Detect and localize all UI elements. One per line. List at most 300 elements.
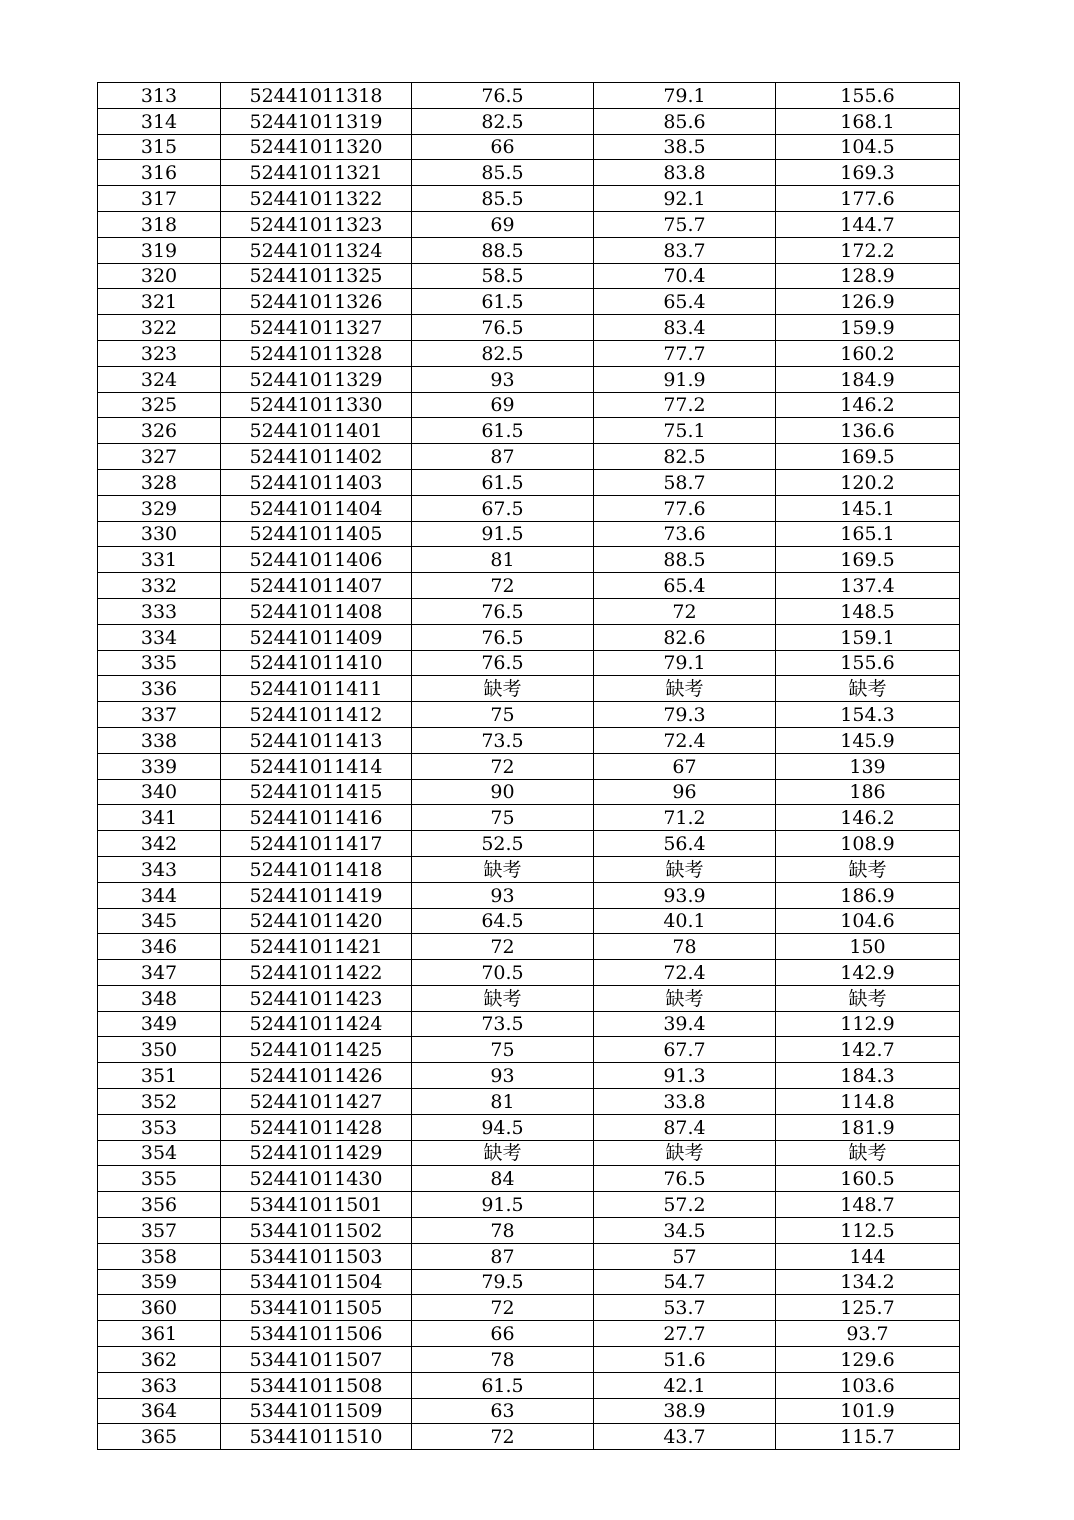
row-number-cell: 350 [98, 1037, 221, 1063]
row-number-cell: 348 [98, 985, 221, 1011]
row-number-cell: 325 [98, 392, 221, 418]
score-1-cell: 52.5 [412, 831, 594, 857]
table-row [98, 495, 960, 521]
table-row [98, 289, 960, 315]
total-score-cell: 108.9 [776, 831, 960, 857]
score-1-cell: 76.5 [412, 598, 594, 624]
total-score-cell: 146.2 [776, 805, 960, 831]
exam-id-cell: 52441011421 [221, 934, 412, 960]
exam-id-cell: 52441011402 [221, 444, 412, 470]
exam-id-cell: 53441011506 [221, 1321, 412, 1347]
score-2-cell: 54.7 [594, 1269, 776, 1295]
exam-id-cell: 52441011407 [221, 573, 412, 599]
total-score-cell: 155.6 [776, 83, 960, 109]
table-row [98, 108, 960, 134]
score-2-cell: 77.6 [594, 495, 776, 521]
score-2-cell: 缺考 [594, 1140, 776, 1166]
total-score-cell: 142.7 [776, 1037, 960, 1063]
exam-id-cell: 52441011401 [221, 418, 412, 444]
score-1-cell: 81 [412, 1089, 594, 1115]
score-2-cell: 72 [594, 598, 776, 624]
score-2-cell: 91.3 [594, 1063, 776, 1089]
score-2-cell: 38.9 [594, 1398, 776, 1424]
total-score-cell: 154.3 [776, 702, 960, 728]
score-2-cell: 96 [594, 779, 776, 805]
exam-id-cell: 52441011323 [221, 211, 412, 237]
score-2-cell: 72.4 [594, 960, 776, 986]
table-row [98, 1192, 960, 1218]
score-2-cell: 85.6 [594, 108, 776, 134]
score-1-cell: 76.5 [412, 650, 594, 676]
table-row [98, 779, 960, 805]
exam-id-cell: 52441011420 [221, 908, 412, 934]
total-score-cell: 159.9 [776, 315, 960, 341]
exam-id-cell: 52441011426 [221, 1063, 412, 1089]
row-number-cell: 326 [98, 418, 221, 444]
table-row [98, 1140, 960, 1166]
score-1-cell: 66 [412, 1321, 594, 1347]
total-score-cell: 160.5 [776, 1166, 960, 1192]
total-score-cell: 169.5 [776, 547, 960, 573]
total-score-cell: 148.7 [776, 1192, 960, 1218]
table-row [98, 985, 960, 1011]
table-row [98, 444, 960, 470]
table-row [98, 1398, 960, 1424]
exam-id-cell: 52441011416 [221, 805, 412, 831]
exam-id-cell: 52441011319 [221, 108, 412, 134]
exam-id-cell: 53441011509 [221, 1398, 412, 1424]
row-number-cell: 361 [98, 1321, 221, 1347]
score-1-cell: 76.5 [412, 315, 594, 341]
row-number-cell: 343 [98, 856, 221, 882]
score-1-cell: 78 [412, 1218, 594, 1244]
total-score-cell: 115.7 [776, 1424, 960, 1450]
row-number-cell: 328 [98, 469, 221, 495]
row-number-cell: 359 [98, 1269, 221, 1295]
exam-id-cell: 52441011425 [221, 1037, 412, 1063]
row-number-cell: 356 [98, 1192, 221, 1218]
score-1-cell: 72 [412, 753, 594, 779]
exam-id-cell: 52441011321 [221, 160, 412, 186]
score-1-cell: 58.5 [412, 263, 594, 289]
exam-id-cell: 52441011412 [221, 702, 412, 728]
exam-id-cell: 53441011505 [221, 1295, 412, 1321]
table-row [98, 1321, 960, 1347]
score-2-cell: 65.4 [594, 573, 776, 599]
exam-id-cell: 53441011501 [221, 1192, 412, 1218]
score-1-cell: 67.5 [412, 495, 594, 521]
row-number-cell: 321 [98, 289, 221, 315]
exam-id-cell: 52441011429 [221, 1140, 412, 1166]
total-score-cell: 165.1 [776, 521, 960, 547]
score-1-cell: 75 [412, 702, 594, 728]
score-1-cell: 61.5 [412, 418, 594, 444]
total-score-cell: 159.1 [776, 624, 960, 650]
row-number-cell: 346 [98, 934, 221, 960]
row-number-cell: 336 [98, 676, 221, 702]
row-number-cell: 354 [98, 1140, 221, 1166]
table-row [98, 418, 960, 444]
exam-id-cell: 52441011318 [221, 83, 412, 109]
table-row [98, 211, 960, 237]
score-2-cell: 39.4 [594, 1011, 776, 1037]
score-2-cell: 88.5 [594, 547, 776, 573]
score-2-cell: 51.6 [594, 1347, 776, 1373]
table-row [98, 624, 960, 650]
total-score-cell: 150 [776, 934, 960, 960]
score-2-cell: 82.5 [594, 444, 776, 470]
exam-id-cell: 52441011424 [221, 1011, 412, 1037]
total-score-cell: 169.3 [776, 160, 960, 186]
total-score-cell: 144 [776, 1243, 960, 1269]
row-number-cell: 324 [98, 366, 221, 392]
row-number-cell: 341 [98, 805, 221, 831]
score-2-cell: 75.7 [594, 211, 776, 237]
score-2-cell: 43.7 [594, 1424, 776, 1450]
score-2-cell: 76.5 [594, 1166, 776, 1192]
score-2-cell: 缺考 [594, 985, 776, 1011]
exam-id-cell: 52441011328 [221, 340, 412, 366]
score-1-cell: 91.5 [412, 1192, 594, 1218]
exam-id-cell: 52441011427 [221, 1089, 412, 1115]
row-number-cell: 365 [98, 1424, 221, 1450]
score-2-cell: 77.2 [594, 392, 776, 418]
exam-id-cell: 52441011428 [221, 1114, 412, 1140]
total-score-cell: 186 [776, 779, 960, 805]
score-1-cell: 93 [412, 1063, 594, 1089]
row-number-cell: 337 [98, 702, 221, 728]
score-1-cell: 73.5 [412, 1011, 594, 1037]
score-2-cell: 78 [594, 934, 776, 960]
score-1-cell: 75 [412, 1037, 594, 1063]
table-row [98, 469, 960, 495]
table-row [98, 831, 960, 857]
score-2-cell: 58.7 [594, 469, 776, 495]
total-score-cell: 134.2 [776, 1269, 960, 1295]
score-2-cell: 27.7 [594, 1321, 776, 1347]
score-1-cell: 缺考 [412, 676, 594, 702]
score-2-cell: 77.7 [594, 340, 776, 366]
row-number-cell: 345 [98, 908, 221, 934]
score-2-cell: 67.7 [594, 1037, 776, 1063]
table-row [98, 1011, 960, 1037]
score-1-cell: 87 [412, 1243, 594, 1269]
exam-id-cell: 53441011510 [221, 1424, 412, 1450]
total-score-cell: 139 [776, 753, 960, 779]
table-row [98, 934, 960, 960]
exam-id-cell: 52441011329 [221, 366, 412, 392]
row-number-cell: 334 [98, 624, 221, 650]
exam-id-cell: 53441011502 [221, 1218, 412, 1244]
table-row [98, 882, 960, 908]
score-1-cell: 76.5 [412, 624, 594, 650]
total-score-cell: 169.5 [776, 444, 960, 470]
score-2-cell: 53.7 [594, 1295, 776, 1321]
score-1-cell: 61.5 [412, 1372, 594, 1398]
total-score-cell: 155.6 [776, 650, 960, 676]
total-score-cell: 142.9 [776, 960, 960, 986]
row-number-cell: 342 [98, 831, 221, 857]
total-score-cell: 184.3 [776, 1063, 960, 1089]
exam-id-cell: 52441011417 [221, 831, 412, 857]
score-1-cell: 69 [412, 211, 594, 237]
total-score-cell: 172.2 [776, 237, 960, 263]
total-score-cell: 112.5 [776, 1218, 960, 1244]
total-score-cell: 145.9 [776, 727, 960, 753]
table-row [98, 237, 960, 263]
row-number-cell: 318 [98, 211, 221, 237]
score-1-cell: 72 [412, 573, 594, 599]
row-number-cell: 347 [98, 960, 221, 986]
row-number-cell: 363 [98, 1372, 221, 1398]
exam-id-cell: 52441011403 [221, 469, 412, 495]
total-score-cell: 104.5 [776, 134, 960, 160]
table-row [98, 521, 960, 547]
exam-id-cell: 52441011414 [221, 753, 412, 779]
score-1-cell: 94.5 [412, 1114, 594, 1140]
score-table-body [98, 83, 960, 1450]
score-2-cell: 71.2 [594, 805, 776, 831]
score-1-cell: 61.5 [412, 289, 594, 315]
score-2-cell: 72.4 [594, 727, 776, 753]
table-row [98, 83, 960, 109]
row-number-cell: 362 [98, 1347, 221, 1373]
total-score-cell: 缺考 [776, 1140, 960, 1166]
score-table [97, 82, 960, 1450]
row-number-cell: 351 [98, 1063, 221, 1089]
score-1-cell: 72 [412, 1295, 594, 1321]
exam-id-cell: 52441011423 [221, 985, 412, 1011]
exam-id-cell: 52441011409 [221, 624, 412, 650]
row-number-cell: 353 [98, 1114, 221, 1140]
score-1-cell: 63 [412, 1398, 594, 1424]
table-row [98, 573, 960, 599]
score-1-cell: 85.5 [412, 186, 594, 212]
row-number-cell: 364 [98, 1398, 221, 1424]
exam-id-cell: 52441011404 [221, 495, 412, 521]
row-number-cell: 316 [98, 160, 221, 186]
exam-id-cell: 52441011325 [221, 263, 412, 289]
total-score-cell: 103.6 [776, 1372, 960, 1398]
score-2-cell: 82.6 [594, 624, 776, 650]
score-2-cell: 57 [594, 1243, 776, 1269]
exam-id-cell: 52441011410 [221, 650, 412, 676]
score-1-cell: 73.5 [412, 727, 594, 753]
total-score-cell: 136.6 [776, 418, 960, 444]
score-1-cell: 70.5 [412, 960, 594, 986]
total-score-cell: 93.7 [776, 1321, 960, 1347]
total-score-cell: 145.1 [776, 495, 960, 521]
total-score-cell: 缺考 [776, 856, 960, 882]
total-score-cell: 160.2 [776, 340, 960, 366]
total-score-cell: 128.9 [776, 263, 960, 289]
total-score-cell: 104.6 [776, 908, 960, 934]
score-1-cell: 85.5 [412, 160, 594, 186]
row-number-cell: 338 [98, 727, 221, 753]
score-1-cell: 72 [412, 1424, 594, 1450]
exam-id-cell: 52441011419 [221, 882, 412, 908]
score-1-cell: 93 [412, 882, 594, 908]
row-number-cell: 335 [98, 650, 221, 676]
score-1-cell: 82.5 [412, 108, 594, 134]
score-2-cell: 缺考 [594, 856, 776, 882]
row-number-cell: 320 [98, 263, 221, 289]
score-1-cell: 66 [412, 134, 594, 160]
score-2-cell: 73.6 [594, 521, 776, 547]
row-number-cell: 340 [98, 779, 221, 805]
row-number-cell: 355 [98, 1166, 221, 1192]
table-row [98, 186, 960, 212]
table-row [98, 1295, 960, 1321]
table-row [98, 805, 960, 831]
score-2-cell: 33.8 [594, 1089, 776, 1115]
score-1-cell: 缺考 [412, 985, 594, 1011]
score-2-cell: 67 [594, 753, 776, 779]
score-1-cell: 84 [412, 1166, 594, 1192]
row-number-cell: 360 [98, 1295, 221, 1321]
score-2-cell: 40.1 [594, 908, 776, 934]
score-2-cell: 93.9 [594, 882, 776, 908]
score-2-cell: 38.5 [594, 134, 776, 160]
table-row [98, 1424, 960, 1450]
table-row [98, 753, 960, 779]
total-score-cell: 177.6 [776, 186, 960, 212]
table-row [98, 392, 960, 418]
table-row [98, 598, 960, 624]
row-number-cell: 314 [98, 108, 221, 134]
score-2-cell: 83.7 [594, 237, 776, 263]
score-2-cell: 87.4 [594, 1114, 776, 1140]
exam-id-cell: 52441011415 [221, 779, 412, 805]
total-score-cell: 184.9 [776, 366, 960, 392]
row-number-cell: 344 [98, 882, 221, 908]
total-score-cell: 181.9 [776, 1114, 960, 1140]
total-score-cell: 129.6 [776, 1347, 960, 1373]
table-row [98, 960, 960, 986]
row-number-cell: 322 [98, 315, 221, 341]
score-1-cell: 69 [412, 392, 594, 418]
total-score-cell: 114.8 [776, 1089, 960, 1115]
table-row [98, 315, 960, 341]
row-number-cell: 339 [98, 753, 221, 779]
score-2-cell: 56.4 [594, 831, 776, 857]
row-number-cell: 330 [98, 521, 221, 547]
exam-id-cell: 52441011408 [221, 598, 412, 624]
table-row [98, 1218, 960, 1244]
score-1-cell: 64.5 [412, 908, 594, 934]
exam-id-cell: 52441011405 [221, 521, 412, 547]
total-score-cell: 144.7 [776, 211, 960, 237]
exam-id-cell: 52441011324 [221, 237, 412, 263]
table-row [98, 263, 960, 289]
table-row [98, 908, 960, 934]
row-number-cell: 319 [98, 237, 221, 263]
table-row [98, 1347, 960, 1373]
row-number-cell: 358 [98, 1243, 221, 1269]
total-score-cell: 148.5 [776, 598, 960, 624]
total-score-cell: 112.9 [776, 1011, 960, 1037]
row-number-cell: 349 [98, 1011, 221, 1037]
table-row [98, 160, 960, 186]
table-row [98, 1372, 960, 1398]
score-2-cell: 91.9 [594, 366, 776, 392]
score-2-cell: 79.1 [594, 650, 776, 676]
score-1-cell: 81 [412, 547, 594, 573]
score-2-cell: 65.4 [594, 289, 776, 315]
score-1-cell: 78 [412, 1347, 594, 1373]
row-number-cell: 357 [98, 1218, 221, 1244]
score-1-cell: 76.5 [412, 83, 594, 109]
exam-id-cell: 52441011430 [221, 1166, 412, 1192]
table-row [98, 547, 960, 573]
table-row [98, 727, 960, 753]
exam-id-cell: 52441011413 [221, 727, 412, 753]
row-number-cell: 352 [98, 1089, 221, 1115]
score-2-cell: 70.4 [594, 263, 776, 289]
table-row [98, 1243, 960, 1269]
exam-id-cell: 53441011503 [221, 1243, 412, 1269]
row-number-cell: 317 [98, 186, 221, 212]
score-2-cell: 75.1 [594, 418, 776, 444]
row-number-cell: 331 [98, 547, 221, 573]
score-2-cell: 83.4 [594, 315, 776, 341]
table-row [98, 1063, 960, 1089]
table-row [98, 1089, 960, 1115]
row-number-cell: 327 [98, 444, 221, 470]
total-score-cell: 186.9 [776, 882, 960, 908]
table-row [98, 366, 960, 392]
score-1-cell: 82.5 [412, 340, 594, 366]
table-row [98, 1166, 960, 1192]
score-2-cell: 83.8 [594, 160, 776, 186]
row-number-cell: 333 [98, 598, 221, 624]
exam-id-cell: 53441011508 [221, 1372, 412, 1398]
score-2-cell: 79.1 [594, 83, 776, 109]
exam-id-cell: 52441011326 [221, 289, 412, 315]
exam-id-cell: 52441011320 [221, 134, 412, 160]
total-score-cell: 缺考 [776, 676, 960, 702]
row-number-cell: 332 [98, 573, 221, 599]
exam-id-cell: 52441011418 [221, 856, 412, 882]
row-number-cell: 315 [98, 134, 221, 160]
exam-id-cell: 53441011504 [221, 1269, 412, 1295]
total-score-cell: 168.1 [776, 108, 960, 134]
exam-id-cell: 52441011330 [221, 392, 412, 418]
score-1-cell: 61.5 [412, 469, 594, 495]
table-row [98, 1269, 960, 1295]
score-1-cell: 缺考 [412, 1140, 594, 1166]
total-score-cell: 146.2 [776, 392, 960, 418]
row-number-cell: 313 [98, 83, 221, 109]
exam-id-cell: 52441011422 [221, 960, 412, 986]
table-row [98, 1114, 960, 1140]
table-row [98, 702, 960, 728]
score-2-cell: 缺考 [594, 676, 776, 702]
exam-id-cell: 52441011411 [221, 676, 412, 702]
score-1-cell: 87 [412, 444, 594, 470]
score-2-cell: 79.3 [594, 702, 776, 728]
total-score-cell: 101.9 [776, 1398, 960, 1424]
score-1-cell: 79.5 [412, 1269, 594, 1295]
score-1-cell: 72 [412, 934, 594, 960]
exam-id-cell: 52441011322 [221, 186, 412, 212]
total-score-cell: 137.4 [776, 573, 960, 599]
exam-id-cell: 52441011406 [221, 547, 412, 573]
total-score-cell: 126.9 [776, 289, 960, 315]
score-1-cell: 88.5 [412, 237, 594, 263]
score-1-cell: 91.5 [412, 521, 594, 547]
table-row [98, 676, 960, 702]
